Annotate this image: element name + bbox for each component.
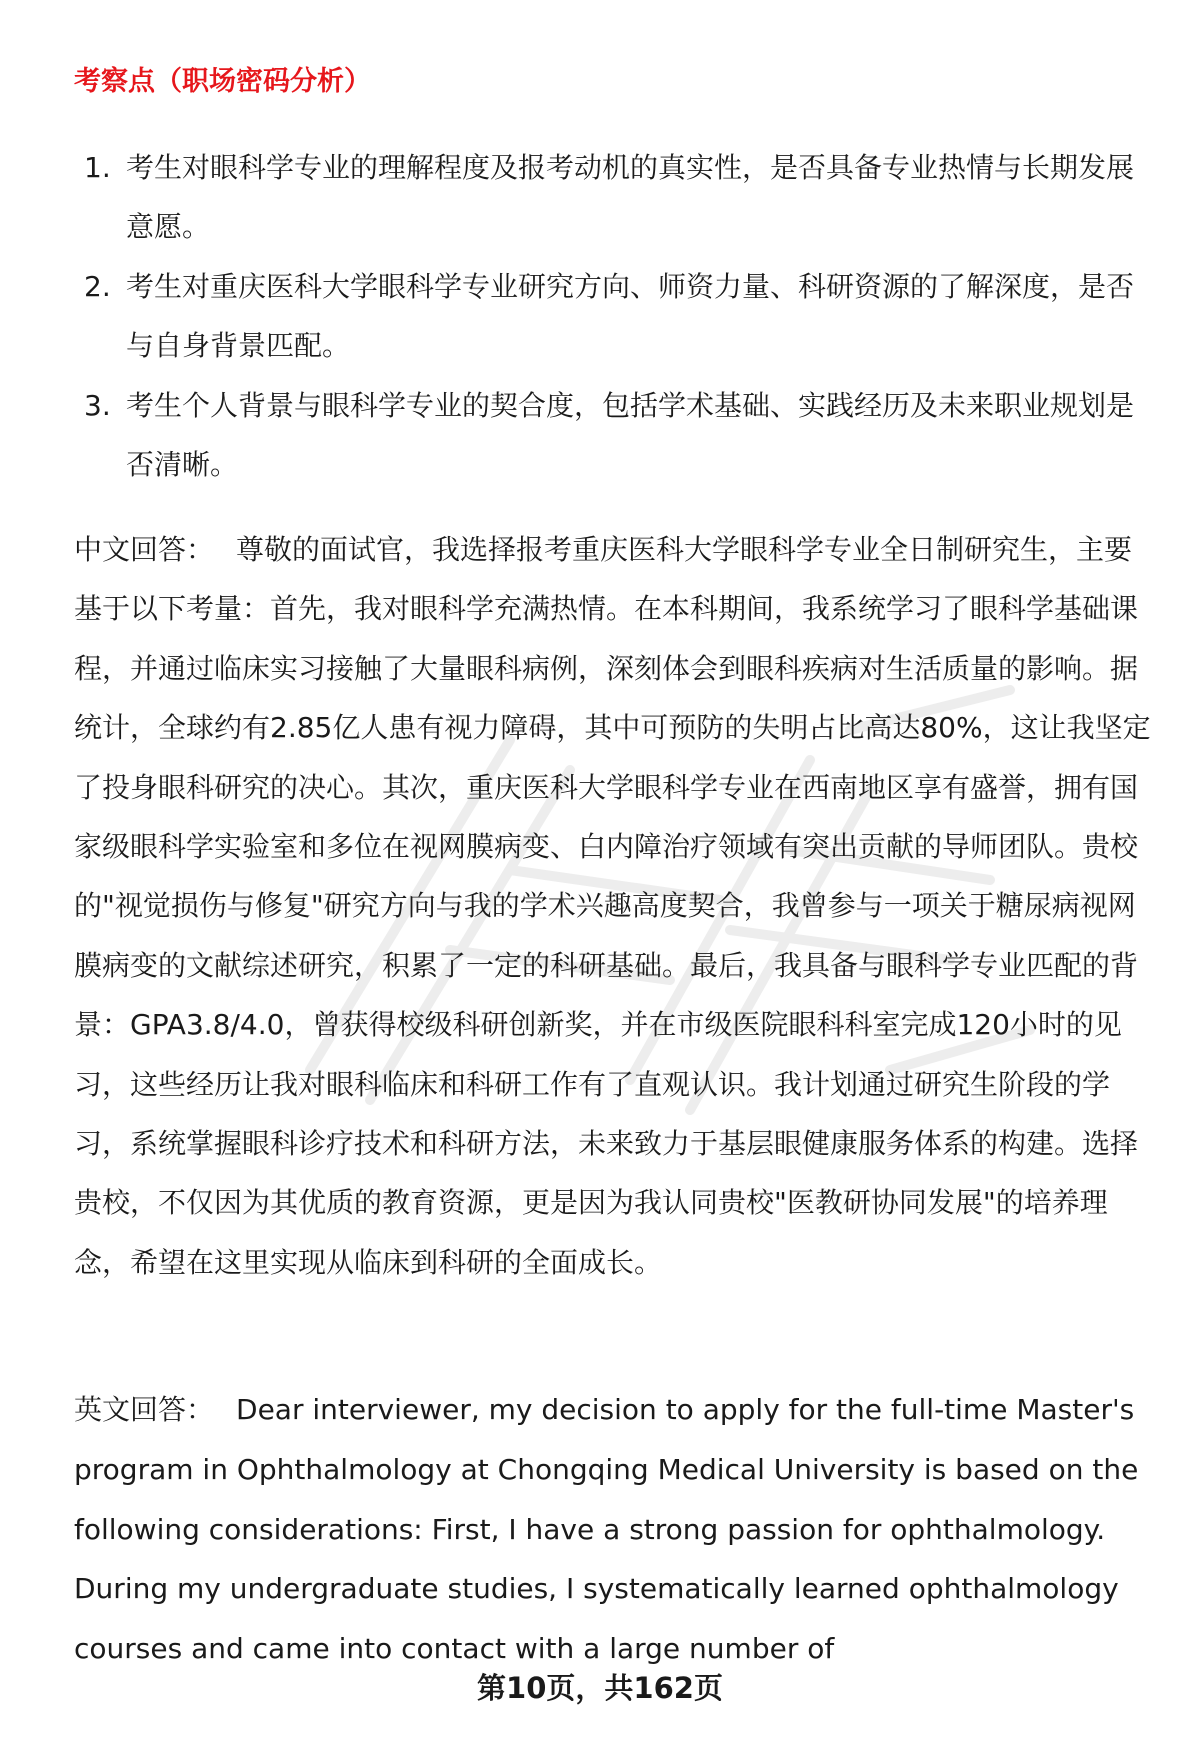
english-answer-paragraph bbox=[74, 1380, 1154, 1679]
list-item bbox=[74, 376, 1144, 494]
chinese-answer-label: 中文回答： bbox=[74, 533, 215, 566]
list-item-text: 考生个人背景与眼科学专业的契合度，包括学术基础、实践经历及未来职业规划是否清晰。 bbox=[126, 389, 1135, 481]
list-item-number: 1. bbox=[84, 151, 111, 184]
chinese-answer-paragraph bbox=[74, 520, 1154, 1292]
list-item-text: 考生对眼科学专业的理解程度及报考动机的真实性，是否具备专业热情与长期发展意愿。 bbox=[126, 151, 1135, 243]
list-item-number: 3. bbox=[84, 389, 111, 422]
english-answer-text: Dear interviewer, my decision to apply for the full-time Master's program in Ophthalmology at Chongqing Medical University is based on the following considerations: First, I have a strong passion for ophthalmology. During my undergraduate studies, I systematically learned ophthalmology courses and came into contact with a large number of bbox=[74, 1393, 1139, 1666]
list-item-number: 2. bbox=[84, 270, 111, 303]
list-item bbox=[74, 257, 1144, 375]
list-item-text: 考生对重庆医科大学眼科学专业研究方向、师资力量、科研资源的了解深度，是否与自身背景匹配。 bbox=[126, 270, 1135, 362]
section-title: 考察点（职场密码分析） bbox=[74, 66, 371, 97]
assessment-points-list bbox=[74, 138, 1144, 495]
list-item bbox=[74, 138, 1144, 256]
chinese-answer-text: 尊敬的面试官，我选择报考重庆医科大学眼科学专业全日制研究生，主要基于以下考量：首先，我对眼科学充满热情。在本科期间，我系统学习了眼科学基础课程，并通过临床实习接触了大量眼科病例，深刻体会到眼科疾病对生活质量的影响。据统计，全球约有2.85亿人患有视力障碍，其中可预防的失明占比高达80%，这让我坚定了投身眼科研究的决心。其次，重庆医科大学眼科学专业在西南地区享有盛誉，拥有国家级眼科学实验室和多位在视网膜病变、白内障治疗领域有突出贡献的导师团队。贵校的"视觉损伤与修复"研究方向与我的学术兴趣高度契合，我曾参与一项关于糖尿病视网膜病变的文献综述研究，积累了一定的科研基础。最后，我具备与眼科学专业匹配的背景：GPA3.8/4.0，曾获得校级科研创新奖，并在市级医院眼科科室完成120小时的见习，这些经历让我对眼科临床和科研工作有了直观认识。我计划通过研究生阶段的学习，系统掌握眼科诊疗技术和科研方法，未来致力于基层眼健康服务体系的构建。选择贵校，不仅因为其优质的教育资源，更是因为我认同贵校"医教研协同发展"的培养理念，希望在这里实现从临床到科研的全面成长。 bbox=[74, 533, 1151, 1279]
page-number-footer: 第10页，共162页 bbox=[477, 1671, 723, 1705]
english-answer-label: 英文回答： bbox=[74, 1393, 215, 1426]
